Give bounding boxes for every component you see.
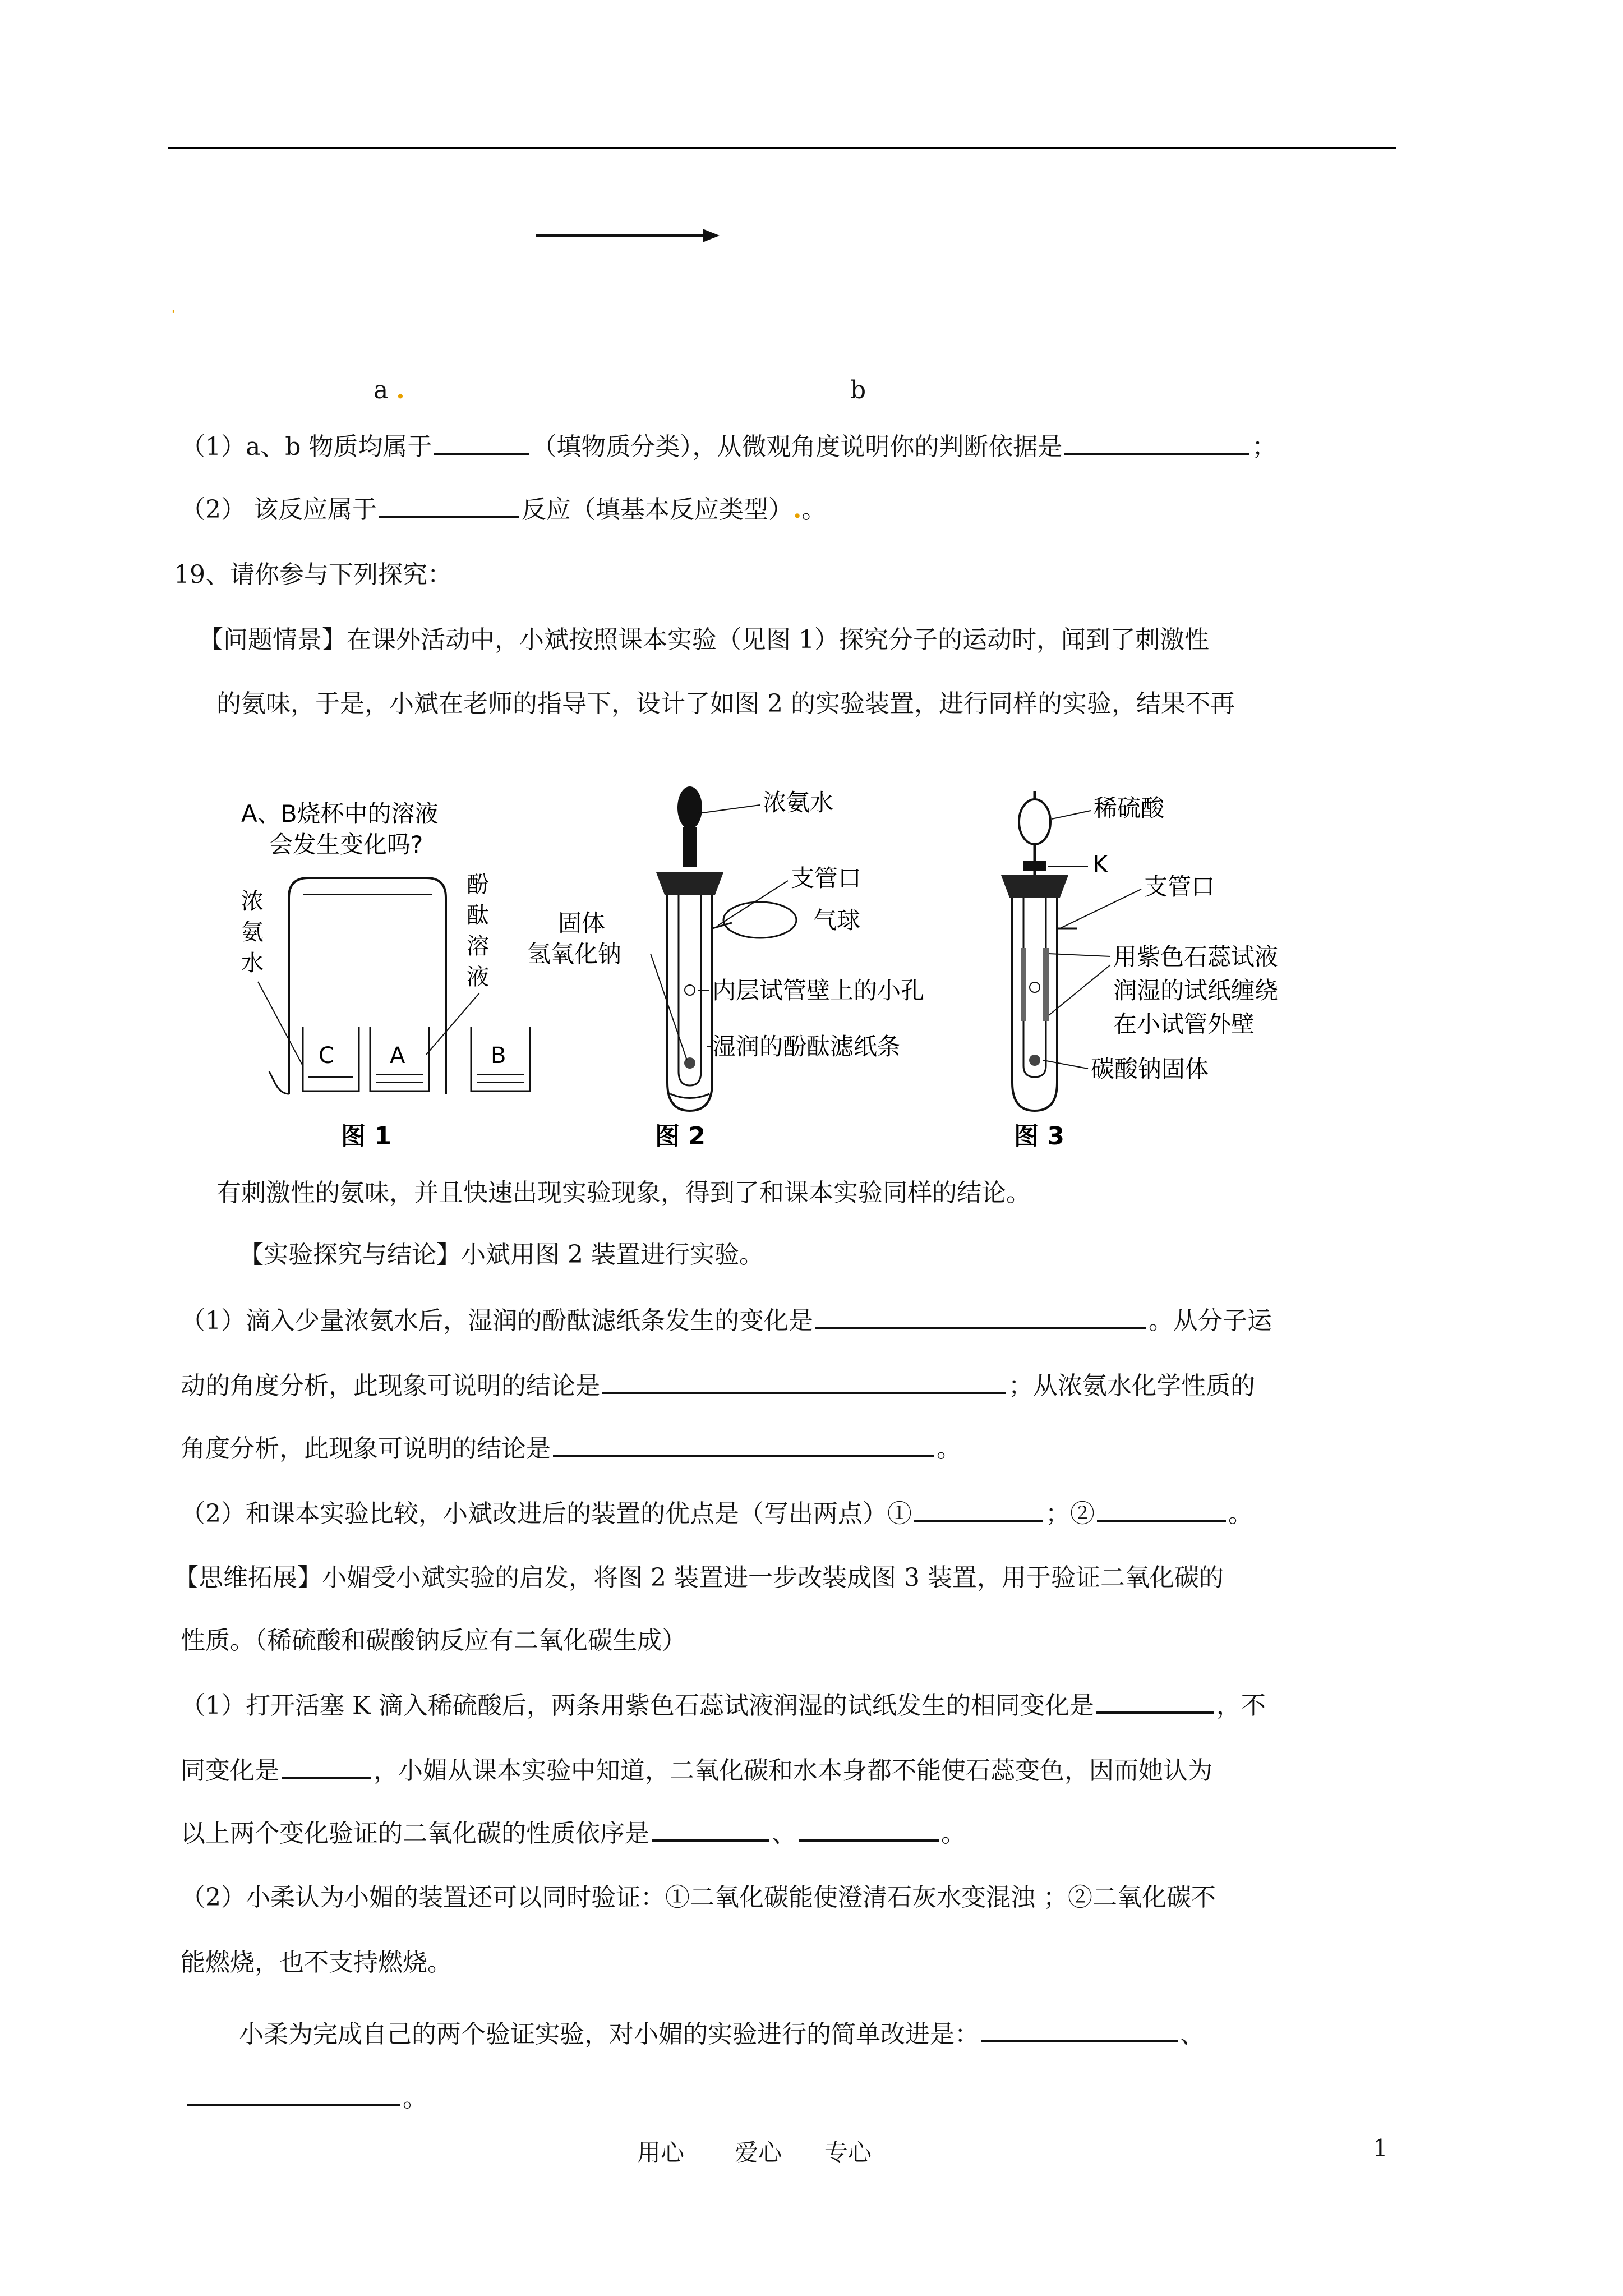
q19-scenario-line2: 的氨味，于是，小斌在老师的指导下，设计了如图 2 的实验装置，进行同样的实验，结果不再 — [216, 689, 1235, 718]
fig1-left-label-2: 氨 — [241, 919, 264, 945]
answer-blank[interactable] — [553, 1430, 934, 1457]
fig2-solid-2: 氢氧化钠 — [527, 940, 622, 968]
answer-blank[interactable] — [602, 1367, 1006, 1394]
fig2-balloon: 气球 — [813, 907, 861, 934]
fig3-paper-3: 在小试管外壁 — [1113, 1010, 1255, 1038]
inner-test-tube-icon — [1023, 898, 1046, 1077]
label-b: b — [850, 376, 866, 404]
answer-blank[interactable] — [914, 1495, 1043, 1522]
ext1-line1: （1）打开活塞 K 滴入稀硫酸后，两条用紫色石蕊试液润湿的试纸发生的相同变化是 ，不 — [181, 1685, 1266, 1721]
inner-test-tube-icon — [679, 895, 701, 1085]
experiment-figures — [224, 780, 1346, 1161]
large-beaker-icon — [289, 878, 446, 1094]
fig2-strip: 湿润的酚酞滤纸条 — [712, 1033, 901, 1060]
fig1-left-label-3: 水 — [241, 950, 264, 976]
exp2-line1: （2）和课本实验比较，小斌改进后的装置的优点是（写出两点）① ；② 。 — [181, 1493, 1253, 1529]
fig2-hole: 内层试管壁上的小孔 — [712, 977, 925, 1004]
ext-line2: 性质。（稀硫酸和碳酸钠反应有二氧化碳生成） — [181, 1626, 686, 1655]
fig3-valve: K — [1092, 850, 1108, 878]
outer-test-tube-icon — [667, 895, 712, 1111]
figure-3 — [1001, 791, 1278, 1151]
q19-title: 19、请你参与下列探究： — [174, 560, 452, 589]
q18-part2: （2） 该反应属于 反应（填基本反应类型）.。 — [181, 489, 826, 525]
answer-blank[interactable] — [1097, 1495, 1226, 1522]
answer-blank[interactable] — [1096, 1687, 1214, 1714]
marker-dot: ' — [172, 307, 176, 321]
figure-1 — [241, 800, 530, 1151]
q19-scenario-line3: 有刺激性的氨味，并且快速出现实验现象，得到了和课本实验同样的结论。 — [216, 1179, 1031, 1207]
ext-line1: 【思维拓展】小媚受小斌实验的启发，将图 2 装置进一步改装成图 3 装置，用于验证二氧化碳的 — [174, 1563, 1224, 1592]
header-rule — [168, 147, 1396, 149]
footer-middle: 爱心 — [735, 2139, 782, 2166]
footer-left: 用心 — [637, 2139, 685, 2166]
exp-title: 【实验探究与结论】小斌用图 2 装置进行实验。 — [239, 1240, 764, 1269]
ext3-line1: 小柔为完成自己的两个验证实验，对小媚的实验进行的简单改进是： 、 — [239, 2014, 1205, 2050]
answer-blank[interactable] — [434, 428, 529, 455]
fig3-caption: 图 3 — [1014, 1122, 1064, 1151]
dropper-bulb-icon — [677, 786, 702, 829]
outer-test-tube-icon — [1012, 898, 1057, 1111]
exp1-line2: 动的角度分析，此现象可说明的结论是 ；从浓氨水化学性质的 — [181, 1365, 1255, 1401]
page-number: 1 — [1373, 2134, 1388, 2162]
fig3-paper-2: 润湿的试纸缠绕 — [1113, 977, 1279, 1004]
valve-k-icon — [1023, 861, 1046, 871]
marker-dot: . — [396, 376, 405, 404]
funnel-icon — [1019, 799, 1050, 844]
fig3-acid: 稀硫酸 — [1094, 794, 1165, 822]
fig2-caption: 图 2 — [655, 1122, 706, 1151]
answer-blank[interactable] — [981, 2016, 1178, 2042]
fig1-right-label-3: 溶 — [467, 933, 489, 959]
fig1-right-label-2: 酞 — [467, 903, 489, 928]
fig1-question-line2: 会发生变化吗? — [269, 831, 423, 858]
fig2-ammonia: 浓氨水 — [763, 789, 834, 816]
q18-part1: （1）a、b 物质均属于 （填物质分类），从微观角度说明你的判断依据是 ； — [181, 426, 1276, 462]
answer-blank[interactable] — [1064, 428, 1249, 455]
exp1-line3: 角度分析，此现象可说明的结论是 。 — [181, 1428, 961, 1464]
figure-2 — [527, 786, 924, 1151]
ext1-line3: 以上两个变化验证的二氧化碳的性质依序是 、 。 — [181, 1813, 966, 1849]
answer-blank[interactable] — [799, 1815, 939, 1842]
balloon-icon — [723, 902, 796, 938]
ext2-line2: 能燃烧，也不支持燃烧。 — [181, 1948, 452, 1977]
stopper-icon — [656, 872, 723, 895]
fig3-side-port: 支管口 — [1144, 873, 1215, 900]
ext3-line2: 。 — [185, 2078, 427, 2114]
reaction-arrow — [536, 224, 721, 247]
fig3-solid: 碳酸钠固体 — [1091, 1055, 1209, 1083]
fig1-beaker-c: C — [319, 1043, 334, 1069]
fig3-paper-1: 用紫色石蕊试液 — [1113, 943, 1279, 970]
ext2-line1: （2）小柔认为小媚的装置还可以同时验证：①二氧化碳能使澄清石灰水变混浊 ；②二氧化碳不 — [181, 1883, 1216, 1912]
label-a: a . — [374, 376, 405, 404]
fig1-caption: 图 1 — [341, 1122, 391, 1151]
exp1-line1: （1）滴入少量浓氨水后，湿润的酚酞滤纸条发生的变化是 。从分子运 — [181, 1300, 1272, 1336]
answer-blank[interactable] — [282, 1752, 371, 1779]
fig1-left-label-1: 浓 — [241, 889, 264, 914]
fig1-beaker-b: B — [491, 1043, 506, 1069]
ext1-line2: 同变化是 ，小媚从课本实验中知道，二氧化碳和水本身都不能使石蕊变色，因而她认为 — [181, 1750, 1212, 1786]
fig1-right-label-4: 液 — [467, 964, 489, 990]
q19-scenario-line1: 【问题情景】在课外活动中，小斌按照课本实验（见图 1）探究分子的运动时，闻到了刺激性 — [199, 625, 1209, 654]
marker-dot: . — [792, 495, 802, 524]
fig1-right-label-1: 酚 — [467, 872, 489, 898]
fig2-side-port: 支管口 — [791, 864, 862, 892]
answer-blank[interactable] — [379, 491, 519, 518]
fig2-solid-1: 固体 — [558, 909, 606, 937]
footer-right: 专心 — [824, 2139, 872, 2166]
answer-blank[interactable] — [652, 1815, 769, 1842]
fig1-question-line1: A、B烧杯中的溶液 — [241, 800, 439, 827]
answer-blank[interactable] — [187, 2079, 400, 2106]
answer-blank[interactable] — [815, 1302, 1146, 1329]
fig1-beaker-a: A — [390, 1043, 405, 1069]
